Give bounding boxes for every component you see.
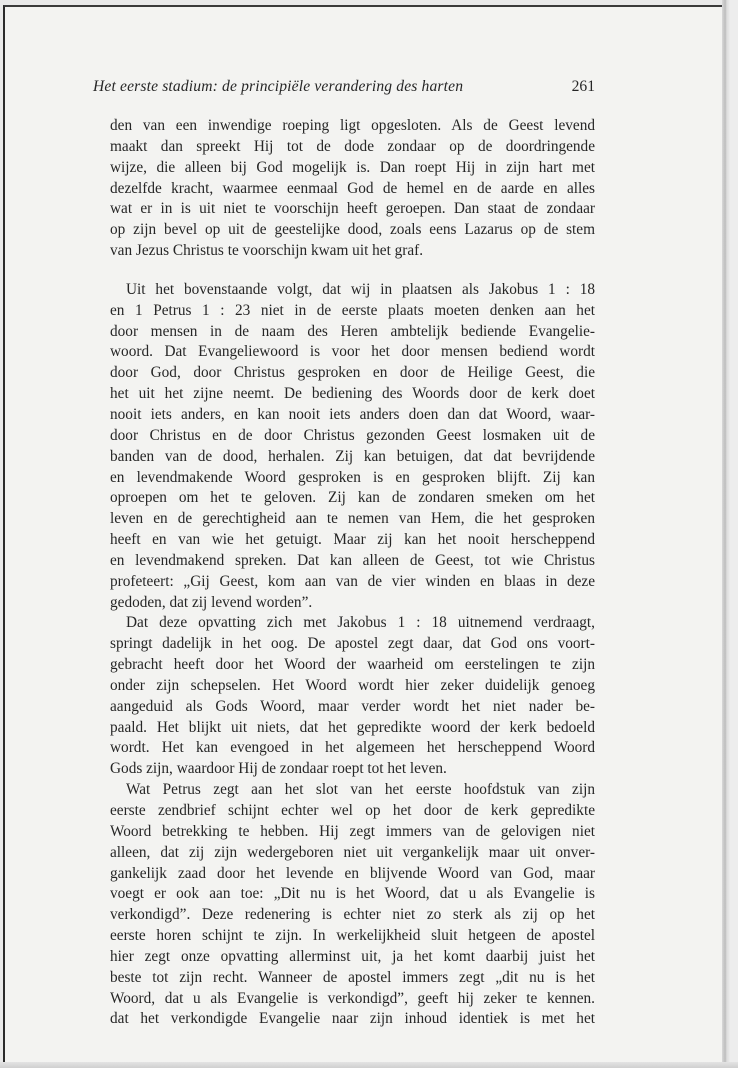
paragraph-4	[110, 780, 595, 1030]
text-line: maakt dan spreekt Hij tot de dode zondaar op de doordringende	[110, 137, 595, 155]
text-line: gankelijk zaad door het levende en blijvende Woord van God, maar	[110, 864, 595, 882]
text-line: Woord, dat u als Evangelie is verkondigd”, geeft hij zeker te kennen.	[110, 989, 595, 1007]
running-head	[93, 78, 595, 100]
text-line: eerste horen schijnt te zijn. In werkelijkheid sluit hetgeen de apostel	[110, 927, 595, 945]
text-line: leven en de gerechtigheid aan te nemen van Hem, die het gesproken	[110, 510, 595, 528]
bottom-edge-shadow	[0, 1062, 738, 1068]
text-line: eerste zendbrief schijnt echter wel op het door de kerk gepredikte	[110, 802, 595, 819]
text-line: gebracht heeft door het Woord der waarheid om eerstelingen te zijn	[110, 656, 595, 674]
text-line: heeft en van wie het getuigt. Maar zij kan het nooit herscheppend	[110, 531, 595, 549]
body-text	[110, 116, 595, 1030]
paragraph-gap	[110, 262, 595, 280]
text-line: gedoden, dat zij levend worden”.	[110, 593, 313, 611]
text-line: onder zijn schepselen. Het Woord wordt hier zeker duidelijk genoeg	[110, 676, 595, 694]
text-line: hier zegt onze opvatting allerminst uit, ja het komt daarbij juist het	[110, 947, 595, 965]
text-line: en levendmakende Woord gesproken is en gesproken blijft. Zij kan	[110, 468, 595, 486]
text-line: alleen, dat zij zijn wedergeboren niet uit vergankelijk maar uit onver-	[110, 843, 595, 861]
paragraph-2	[110, 280, 595, 614]
text-line: Uit het bovenstaande volgt, dat wij in plaatsen als Jakobus 1 : 18	[126, 280, 595, 298]
text-line: van Jezus Christus te voorschijn kwam uit het graf.	[110, 242, 424, 260]
scan-margin	[730, 0, 738, 1068]
text-line: door Christus en de door Christus gezonden Geest losmaken uit de	[110, 426, 595, 444]
text-line: Dat deze opvatting zich met Jakobus 1 : 18 uitnemend verdraagt,	[126, 614, 595, 632]
text-line: Gods zijn, waardoor Hij de zondaar roept tot het leven.	[110, 760, 447, 778]
text-line: aangeduid als Gods Woord, maar verder wordt het niet nader be-	[110, 697, 595, 715]
text-line: paald. Het blijkt uit niets, dat het gepredikte woord der kerk bedoeld	[110, 718, 595, 736]
text-line: Wat Petrus zegt aan het slot van het eerste hoofdstuk van zijn	[126, 781, 595, 799]
text-line: wat er in is uit niet te voorschijn heeft geroepen. Dan staat de zondaar	[110, 200, 595, 218]
text-line: wordt. Het kan evengoed in het algemeen het herscheppend Woord	[110, 739, 595, 757]
text-line: woord. Dat Evangeliewoord is voor het door mensen bediend wordt	[110, 343, 595, 361]
paragraph-3	[110, 613, 595, 780]
text-line: beste tot zijn recht. Wanneer de apostel immers zegt „dit nu is het	[110, 968, 595, 986]
text-line: springt dadelijk in het oog. De apostel zegt daar, dat God ons voort-	[110, 635, 595, 653]
text-line: door God, door Christus gesproken en door de Heilige Geest, die	[110, 364, 595, 382]
text-line: oproepen om het te geloven. Zij kan de zondaren smeken om het	[110, 489, 595, 507]
text-line: en levendmakend spreken. Dat kan alleen de Geest, tot wie Christus	[110, 551, 595, 569]
text-line: wijze, die alleen bij God mogelijk is. Dan roept Hij in zijn hart met	[110, 158, 595, 176]
text-line: door mensen in de naam des Heren ambtelijk bediende Evangelie-	[110, 322, 595, 340]
text-line: het uit het zijne neemt. De bediening des Woords door de kerk doet	[110, 385, 595, 403]
running-title: Het eerste stadium: de principiële verandering des harten	[93, 78, 464, 95]
text-line: en 1 Petrus 1 : 23 niet in de eerste plaats moeten denken aan het	[110, 301, 595, 319]
text-line: dezelfde kracht, waarmee eenmaal God de hemel en de aarde en alles	[110, 179, 595, 197]
text-line: Woord betrekking te hebben. Hij zegt immers van de gelovigen niet	[110, 822, 595, 840]
text-line: verkondigd”. Deze redenering is echter niet zo sterk als zij op het	[110, 906, 595, 924]
text-line: profeteert: „Gij Geest, kom aan van de vier winden en blaas in deze	[110, 572, 595, 590]
text-line: voegt er ook aan toe: „Dit nu is het Woord, dat u als Evangelie is	[110, 885, 595, 903]
text-line: dat het verkondigde Evangelie naar zijn inhoud identiek is met het	[110, 1010, 595, 1028]
text-line: nooit iets anders, en kan nooit iets anders doen dan dat Woord, waar-	[110, 405, 595, 423]
page-edge-shadow	[722, 0, 730, 1068]
paragraph-1	[110, 116, 595, 262]
text-line: den van een inwendige roeping ligt opgesloten. Als de Geest levend	[110, 117, 595, 134]
text-line: banden van de dood, herhalen. Zij kan betuigen, dat dat bevrijdende	[110, 447, 595, 465]
text-line: op zijn bevel op uit de geestelijke dood, zoals eens Lazarus op de stem	[110, 221, 595, 239]
page-number: 261	[571, 78, 595, 95]
